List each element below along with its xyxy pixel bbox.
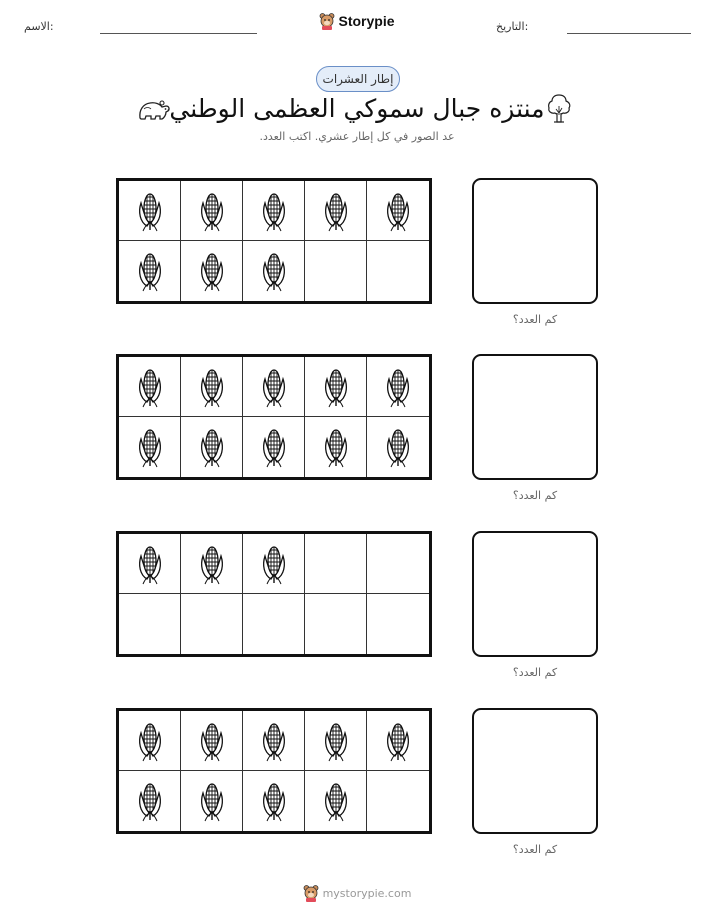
corn-icon <box>321 366 351 408</box>
frame-cell <box>367 594 429 654</box>
frame-cell <box>305 771 367 831</box>
frame-cell <box>181 241 243 301</box>
corn-icon <box>259 366 289 408</box>
frame-cell <box>119 417 181 477</box>
corn-icon <box>321 720 351 762</box>
corn-icon <box>259 190 289 232</box>
corn-icon <box>197 426 227 468</box>
frame-cell <box>243 534 305 594</box>
frame-cell <box>367 181 429 241</box>
brand-name: Storypie <box>338 13 395 29</box>
date-line[interactable] <box>567 33 691 34</box>
storypie-footer-logo-icon <box>303 884 319 902</box>
frame-cell <box>243 181 305 241</box>
name-label: الاسم: <box>24 20 54 33</box>
frame-cell <box>119 594 181 654</box>
question-label: كم العدد؟ <box>512 313 558 326</box>
corn-icon <box>197 250 227 292</box>
storypie-logo-icon <box>319 12 335 30</box>
corn-icon <box>135 780 165 822</box>
title-row <box>0 92 714 128</box>
frame-cell <box>181 594 243 654</box>
corn-icon <box>197 543 227 585</box>
frame-cell <box>243 417 305 477</box>
frame-cell <box>243 594 305 654</box>
frame-cell <box>305 594 367 654</box>
frame-cell <box>367 417 429 477</box>
instructions: عد الصور في كل إطار عشري. اكتب العدد. <box>259 130 455 143</box>
corn-icon <box>135 366 165 408</box>
corn-icon <box>135 426 165 468</box>
corn-icon <box>259 250 289 292</box>
question-label: كم العدد؟ <box>512 666 558 679</box>
frame-cell <box>367 711 429 771</box>
frame-cell <box>367 241 429 301</box>
corn-icon <box>321 426 351 468</box>
brand <box>0 12 714 34</box>
frame-cell <box>367 534 429 594</box>
frame-cell <box>305 711 367 771</box>
frame-cell <box>243 711 305 771</box>
corn-icon <box>197 720 227 762</box>
corn-icon <box>135 190 165 232</box>
corn-icon <box>259 426 289 468</box>
corn-icon <box>135 720 165 762</box>
worksheet-title: منتزه جبال سموكي العظمى الوطني <box>169 94 545 123</box>
answer-box[interactable] <box>472 531 598 657</box>
date-label: التاريخ: <box>496 20 529 33</box>
frame-cell <box>181 181 243 241</box>
frame-cell <box>305 181 367 241</box>
frame-cell <box>119 181 181 241</box>
frame-cell <box>367 357 429 417</box>
ten-frame <box>116 178 432 304</box>
frame-cell <box>243 771 305 831</box>
corn-icon <box>259 780 289 822</box>
frame-cell <box>243 241 305 301</box>
frame-cell <box>119 711 181 771</box>
corn-icon <box>197 190 227 232</box>
corn-icon <box>321 190 351 232</box>
frame-cell <box>305 241 367 301</box>
answer-box[interactable] <box>472 354 598 480</box>
footer <box>0 884 714 906</box>
frame-cell <box>181 771 243 831</box>
footer-url[interactable]: mystorypie.com <box>322 886 412 900</box>
corn-icon <box>383 190 413 232</box>
frame-cell <box>181 534 243 594</box>
corn-icon <box>383 720 413 762</box>
answer-box[interactable] <box>472 178 598 304</box>
corn-icon <box>135 543 165 585</box>
category-badge: إطار العشرات <box>316 66 400 92</box>
corn-icon <box>259 543 289 585</box>
ten-frame <box>116 354 432 480</box>
corn-icon <box>197 366 227 408</box>
frame-cell <box>367 771 429 831</box>
frame-cell <box>119 241 181 301</box>
frame-cell <box>305 534 367 594</box>
frame-cell <box>181 711 243 771</box>
answer-box[interactable] <box>472 708 598 834</box>
tree-icon <box>545 92 573 124</box>
corn-icon <box>383 366 413 408</box>
frame-cell <box>181 357 243 417</box>
corn-icon <box>321 780 351 822</box>
frame-cell <box>119 357 181 417</box>
ten-frame <box>116 531 432 657</box>
frame-cell <box>119 534 181 594</box>
frame-cell <box>181 417 243 477</box>
frame-cell <box>305 417 367 477</box>
frame-cell <box>119 771 181 831</box>
corn-icon <box>259 720 289 762</box>
question-label: كم العدد؟ <box>512 489 558 502</box>
corn-icon <box>135 250 165 292</box>
corn-icon <box>383 426 413 468</box>
question-label: كم العدد؟ <box>512 843 558 856</box>
corn-icon <box>197 780 227 822</box>
frame-cell <box>243 357 305 417</box>
ten-frame <box>116 708 432 834</box>
frame-cell <box>305 357 367 417</box>
